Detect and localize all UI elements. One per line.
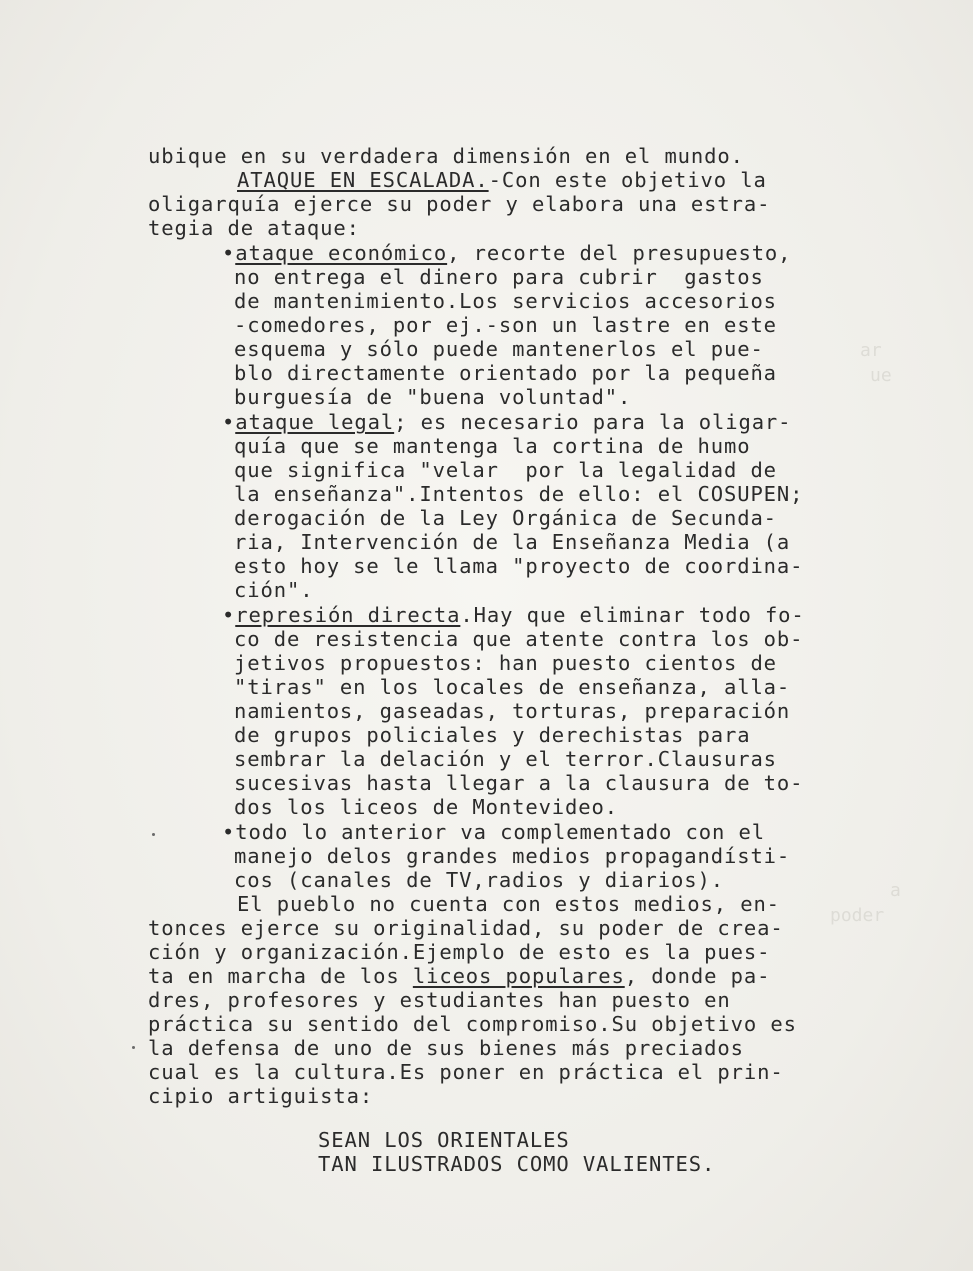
bullet-line: que significa "velar por la legalidad de: [234, 458, 777, 482]
bullet-line: quía que se mantenga la cortina de humo: [234, 434, 751, 458]
bullet-line: cos (canales de TV,radios y diarios).: [234, 868, 724, 892]
quote-line-2: TAN ILUSTRADOS COMO VALIENTES.: [318, 1152, 716, 1176]
section-heading: ATAQUE EN ESCALADA.: [237, 168, 489, 192]
bullet-title: ataque económico: [235, 241, 448, 265]
bullet-line: de grupos policiales y derechistas para: [234, 723, 751, 747]
bullet-line: jetivos propuestos: han puesto cientos de: [234, 651, 777, 675]
bullet-line: no entrega el dinero para cubrir gastos: [234, 265, 764, 289]
bullet-title: ataque legal: [235, 410, 395, 434]
closing-line: ta en marcha de los liceos populares, donde pa-: [148, 964, 771, 988]
bullet-economic: •ataque económico, recorte del presupuesto,: [222, 241, 792, 265]
closing-line: la defensa de uno de sus bienes más preciados: [148, 1036, 744, 1060]
closing-line: cipio artiguista:: [148, 1084, 374, 1108]
bullet-line: esto hoy se le llama "proyecto de coordina-: [234, 554, 804, 578]
liceos-populares-phrase: liceos populares: [412, 964, 625, 988]
bullet-line: "tiras" en los locales de enseñanza, alla-: [234, 675, 791, 699]
section-heading-line: [237, 168, 767, 192]
bullet-line: de mantenimiento.Los servicios accesorios: [234, 289, 777, 313]
quote-line-1: SEAN LOS ORIENTALES: [318, 1128, 570, 1152]
bleed-through-mark: poder: [830, 905, 885, 926]
bullet-line: dos los liceos de Montevideo.: [234, 795, 619, 819]
bullet-line: blo directamente orientado por la pequeña: [234, 361, 777, 385]
bleed-through-mark: ar: [860, 340, 882, 361]
bullet-media: •todo lo anterior va complementado con el: [222, 820, 765, 844]
bullet-title: represión directa: [235, 603, 461, 627]
section-line: tegia de ataque:: [148, 216, 360, 240]
bleed-through-mark: ue: [870, 365, 892, 386]
closing-line: ción y organización.Ejemplo de esto es la pues-: [148, 940, 771, 964]
bullet-repression: •represión directa.Hay que eliminar todo fo-: [222, 603, 805, 627]
intro-line: ubique en su verdadera dimensión en el mundo.: [148, 144, 744, 168]
bullet-line: manejo delos grandes medios propagandísti-: [234, 844, 791, 868]
bullet-line: co de resistencia que atente contra los ob-: [234, 627, 804, 651]
bullet-line: -comedores, por ej.-son un lastre en este: [234, 313, 777, 337]
bullet-line: sembrar la delación y el terror.Clausuras: [234, 747, 777, 771]
closing-line: tonces ejerce su originalidad, su poder de crea-: [148, 916, 784, 940]
closing-line: dres, profesores y estudiantes han puesto en: [148, 988, 731, 1012]
bullet-legal: •ataque legal; es necesario para la oligar-: [222, 410, 792, 434]
bullet-line: namientos, gaseadas, torturas, preparación: [234, 699, 791, 723]
section-line: oligarquía ejerce su poder y elabora una estra-: [148, 192, 771, 216]
closing-line: cual es la cultura.Es poner en práctica el prin-: [148, 1060, 784, 1084]
ink-speck: [152, 833, 155, 836]
closing-line: El pueblo no cuenta con estos medios, en-: [237, 892, 780, 916]
closing-line: práctica su sentido del compromiso.Su objetivo es: [148, 1012, 797, 1036]
bullet-line: ria, Intervención de la Enseñanza Media (a: [234, 530, 791, 554]
bullet-line: burguesía de "buena voluntad".: [234, 385, 632, 409]
bullet-line: ción".: [234, 578, 314, 602]
bullet-line: la enseñanza".Intentos de ello: el COSUPEN;: [234, 482, 804, 506]
bullet-line: esquema y sólo puede mantenerlos el pue-: [234, 337, 764, 361]
section-lead: -Con este objetivo la: [488, 168, 767, 192]
ink-speck: [132, 1046, 135, 1049]
bleed-through-mark: a: [890, 880, 901, 901]
bullet-line: derogación de la Ley Orgánica de Secunda-: [234, 506, 777, 530]
bullet-line: sucesivas hasta llegar a la clausura de to-: [234, 771, 804, 795]
